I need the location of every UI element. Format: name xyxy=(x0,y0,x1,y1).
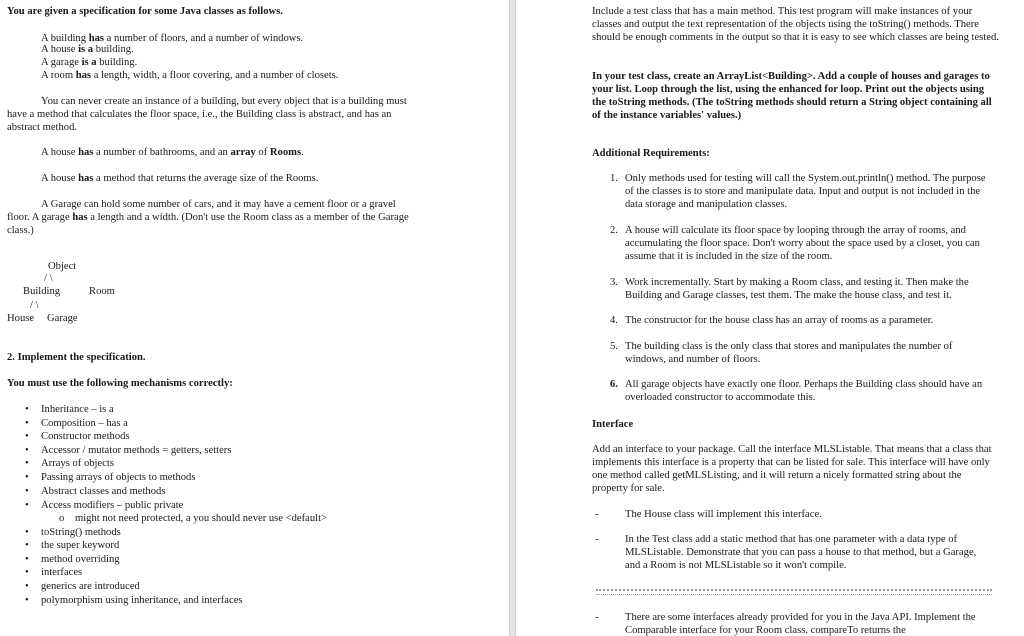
bullet-icon: • xyxy=(25,567,29,578)
list-item: polymorphism using inheritance, and interfaces xyxy=(41,595,243,606)
list-item: the super keyword xyxy=(41,540,120,551)
circle-bullet-icon: o xyxy=(59,513,65,524)
left-document-page xyxy=(0,0,509,636)
requirement-text: A house will calculate its floor space by looping through the array of rooms, and accumulating the floor space. Don't worry about the space used by a closet, you can assume that it is included in the size of the room. xyxy=(625,225,980,262)
requirement-number: 2. xyxy=(610,225,618,236)
bullet-icon: • xyxy=(25,595,29,606)
list-item: toString() methods xyxy=(41,527,121,538)
list-item: Composition – has a xyxy=(41,418,128,429)
requirement-text: Only methods used for testing will call the System.out.println() method. The purpose of the classes is to store and manipulate data. Input and output is not included in the data storage and manipulation classes. xyxy=(625,173,986,210)
list-item: Passing arrays of objects to methods xyxy=(41,472,196,483)
tree-link-object: / \ xyxy=(44,273,53,284)
requirement-number: 5. xyxy=(610,341,618,352)
bullet-icon: • xyxy=(25,486,29,497)
spec-line-house: A house is a building. xyxy=(41,44,134,55)
list-item: Inheritance – is a xyxy=(41,404,114,415)
tree-building-label: Building xyxy=(23,286,61,297)
bullet-icon: • xyxy=(25,458,29,469)
list-item: In the Test class add a static method that has one parameter with a data type of MLSListable. Demonstrate that you can pass a house to that method, but a Garage, and a Room is not MLSListable so it won't compile. xyxy=(625,534,977,571)
list-item: generics are introduced xyxy=(41,581,140,592)
spec-line-building: A building has a number of floors, and a number of windows. xyxy=(41,33,304,44)
list-item: interfaces xyxy=(41,567,83,578)
list-item: Access modifiers – public private xyxy=(41,500,184,511)
bullet-icon: • xyxy=(25,418,29,429)
requirement-text: Work incrementally. Start by making a Room class, and testing it. Then make the Building and Garage classes, test them. The make the house class, and test it. xyxy=(625,277,969,301)
dash-bullet-icon: - xyxy=(595,534,599,545)
list-sub-item: might not need protected, a you should never use <default> xyxy=(75,513,328,524)
bullet-icon: • xyxy=(25,472,29,483)
bullet-icon: • xyxy=(25,431,29,442)
requirement-number: 4. xyxy=(610,315,618,326)
list-item: method overriding xyxy=(41,554,120,565)
bullet-icon: • xyxy=(25,554,29,565)
bullet-icon: • xyxy=(25,527,29,538)
intro-paragraph: Include a test class that has a main method. This test program will make instances of your classes and output the text representation of the objects using the toString() methods. There should be enough comments in the output so that it is easy to see which classes are being tested. xyxy=(592,6,999,43)
requirement-text: All garage objects have exactly one floor. Perhaps the Building class should have an overloaded constructor to accommodate this. xyxy=(625,379,983,403)
house-method-line: A house has a method that returns the average size of the Rooms. xyxy=(41,173,319,184)
right-document-page xyxy=(516,0,1024,636)
list-item: Abstract classes and methods xyxy=(41,486,166,497)
requirement-number: 1. xyxy=(610,173,618,184)
bullet-icon: • xyxy=(25,500,29,511)
abstract-paragraph: You can never create an instance of a building, but every object that is a building must have a method that calculates the floor space, i.e., the Building class is abstract, and has an abstract method. xyxy=(7,96,407,133)
bullet-icon: • xyxy=(25,445,29,456)
requirement-number: 3. xyxy=(610,277,618,288)
list-item: The House class will implement this interface. xyxy=(625,509,822,520)
list-item: Constructor methods xyxy=(41,431,130,442)
spec-line-garage: A garage is a building. xyxy=(41,57,138,68)
dotted-separator xyxy=(596,594,992,595)
mechanisms-heading: You must use the following mechanisms correctly: xyxy=(7,378,233,389)
bullet-icon: • xyxy=(25,540,29,551)
implement-heading: 2. Implement the specification. xyxy=(7,352,146,363)
spec-line-room: A room has a length, width, a floor covering, and a number of closets. xyxy=(41,70,339,81)
tree-house-label: House xyxy=(7,313,35,324)
garage-paragraph: A Garage can hold some number of cars, and it may have a cement floor or a gravel floor. A garage has a length and a width. (Don't use the Room class as a member of the Garage class.) xyxy=(7,199,409,236)
requirement-text: The constructor for the house class has an array of rooms as a parameter. xyxy=(625,315,934,326)
additional-requirements-heading: Additional Requirements: xyxy=(592,148,710,159)
test-class-paragraph: In your test class, create an ArrayList<Building>. Add a couple of houses and garages to your list. Loop through the list, using the enhanced for loop. Print out the objects using the toString methods. (The toString methods should return a String object containing all of the instance variables' values.) xyxy=(592,71,992,121)
tree-room-label: Room xyxy=(89,286,115,297)
page-gutter xyxy=(509,0,516,636)
interface-paragraph: Add an interface to your package. Call the interface MLSListable. That means that a class that implements this interface is a property that can be listed for sale. This interface will have only one method called getMLSListing, and it will return a nicely formatted string about the property for sale. xyxy=(592,444,992,494)
house-bathrooms-line: A house has a number of bathrooms, and an array of Rooms. xyxy=(41,147,304,158)
requirement-text: The building class is the only class that stores and manipulates the number of windows, and number of floors. xyxy=(625,341,953,365)
tree-link-building: / \ xyxy=(30,300,39,311)
tree-object-label: Object xyxy=(48,261,77,272)
interface-heading: Interface xyxy=(592,419,634,430)
dash-bullet-icon: - xyxy=(595,612,599,623)
list-item: There are some interfaces already provided for you in the Java API. Implement the Comparable interface for your Room class. compareTo returns the xyxy=(625,612,976,636)
dotted-separator xyxy=(596,589,992,591)
dash-bullet-icon: - xyxy=(595,509,599,520)
spec-heading: You are given a specification for some Java classes as follows. xyxy=(7,6,283,17)
tree-garage-label: Garage xyxy=(47,313,78,324)
requirement-number: 6. xyxy=(610,379,618,390)
list-item: Accessor / mutator methods = getters, setters xyxy=(41,445,232,456)
bullet-icon: • xyxy=(25,581,29,592)
list-item: Arrays of objects xyxy=(41,458,114,469)
bullet-icon: • xyxy=(25,404,29,415)
